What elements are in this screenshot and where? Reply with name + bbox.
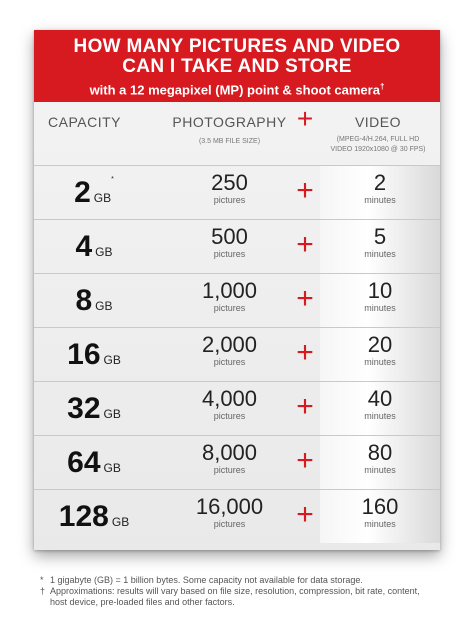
plus-icon: + bbox=[296, 174, 314, 207]
footnotes bbox=[40, 575, 460, 608]
photo-unit: pictures bbox=[213, 195, 246, 205]
video-unit: minutes bbox=[364, 195, 396, 205]
video-minutes: 5 bbox=[373, 224, 387, 249]
header-video-label: VIDEO bbox=[354, 114, 402, 130]
photo-cell bbox=[162, 495, 297, 529]
capacity-value: 32 bbox=[67, 391, 101, 425]
subtitle bbox=[34, 80, 440, 97]
video-unit: minutes bbox=[364, 411, 396, 421]
table-row bbox=[34, 489, 440, 543]
photo-count: 2,000 bbox=[201, 332, 258, 357]
table-row bbox=[34, 435, 440, 489]
photo-cell bbox=[162, 225, 297, 259]
table-row bbox=[34, 381, 440, 435]
storage-info-card bbox=[34, 30, 440, 550]
header-photography-label: PHOTOGRAPHY bbox=[172, 114, 287, 130]
photo-unit: pictures bbox=[213, 303, 246, 313]
capacity-value: 128 bbox=[58, 499, 109, 533]
footnote-2-text-b: host device, pre-loaded files and other factors. bbox=[50, 597, 235, 607]
photo-count: 1,000 bbox=[201, 278, 258, 303]
capacity-value: 64 bbox=[67, 445, 101, 479]
video-minutes: 160 bbox=[361, 494, 399, 519]
video-cell bbox=[320, 328, 440, 381]
video-unit: minutes bbox=[364, 303, 396, 313]
capacity-unit: GB bbox=[95, 244, 113, 259]
header-video-sub-1: (MPEG-4/H.264, FULL HD bbox=[336, 136, 420, 143]
capacity-cell bbox=[34, 382, 154, 435]
header-video-sub-2: VIDEO 1920x1080 @ 30 FPS) bbox=[330, 146, 426, 153]
photo-count: 250 bbox=[211, 170, 248, 195]
video-minutes: 40 bbox=[367, 386, 393, 411]
capacity-value: 4 bbox=[75, 229, 93, 263]
video-cell bbox=[320, 274, 440, 327]
title-line-1: HOW MANY PICTURES AND VIDEO bbox=[73, 36, 401, 57]
photo-count: 4,000 bbox=[201, 386, 258, 411]
footnote-1-mark: * bbox=[40, 575, 44, 585]
footnote-1 bbox=[40, 575, 460, 586]
photo-unit: pictures bbox=[213, 357, 246, 367]
capacity-unit: GB bbox=[93, 190, 112, 205]
video-minutes: 20 bbox=[367, 332, 393, 357]
video-cell bbox=[320, 220, 440, 273]
footnote-mark: * bbox=[111, 176, 114, 183]
video-cell bbox=[320, 382, 440, 435]
capacity-value: 16 bbox=[67, 337, 101, 371]
video-minutes: 2 bbox=[373, 170, 387, 195]
title-line-2: CAN I TAKE AND STORE bbox=[122, 56, 352, 77]
video-minutes: 10 bbox=[367, 278, 393, 303]
header-capacity: CAPACITY bbox=[48, 114, 121, 130]
plus-icon: + bbox=[296, 390, 314, 423]
title-banner bbox=[34, 30, 440, 102]
footnote-2 bbox=[40, 586, 460, 608]
dagger-mark: † bbox=[379, 82, 385, 91]
photo-cell bbox=[162, 171, 297, 205]
video-unit: minutes bbox=[364, 519, 396, 529]
subtitle-text: with a 12 megapixel (MP) point & shoot camera bbox=[89, 82, 380, 98]
capacity-value: 8 bbox=[75, 283, 93, 317]
table-row bbox=[34, 273, 440, 327]
photo-cell bbox=[162, 333, 297, 367]
plus-icon: + bbox=[296, 498, 314, 531]
table-row bbox=[34, 327, 440, 381]
capacity-unit: GB bbox=[103, 406, 121, 421]
video-cell bbox=[320, 490, 440, 543]
video-minutes: 80 bbox=[367, 440, 393, 465]
header-plus-icon: + bbox=[296, 103, 314, 134]
video-cell bbox=[320, 436, 440, 489]
capacity-cell bbox=[34, 490, 154, 543]
video-unit: minutes bbox=[364, 465, 396, 475]
plus-icon: + bbox=[296, 444, 314, 477]
table-row bbox=[34, 219, 440, 273]
capacity-unit: GB bbox=[103, 460, 121, 475]
photo-unit: pictures bbox=[213, 411, 246, 421]
capacity-cell bbox=[34, 274, 154, 327]
photo-cell bbox=[162, 387, 297, 421]
capacity-cell bbox=[34, 328, 154, 381]
photo-count: 16,000 bbox=[195, 494, 264, 519]
capacity-value: 2 bbox=[74, 175, 91, 209]
capacity-unit: GB bbox=[95, 298, 113, 313]
footnote-2-mark: † bbox=[40, 586, 46, 596]
photo-unit: pictures bbox=[213, 249, 246, 259]
photo-cell bbox=[162, 279, 297, 313]
capacity-unit: GB bbox=[111, 514, 130, 529]
video-cell bbox=[320, 166, 440, 219]
photo-count: 500 bbox=[211, 224, 248, 249]
photo-count: 8,000 bbox=[201, 440, 258, 465]
video-unit: minutes bbox=[364, 357, 396, 367]
header-photography-sub: (3.5 MB FILE SIZE) bbox=[198, 138, 261, 145]
footnote-1-text: 1 gigabyte (GB) = 1 billion bytes. Some capacity not available for data storage. bbox=[50, 575, 363, 585]
capacity-cell bbox=[34, 166, 154, 219]
photo-unit: pictures bbox=[213, 465, 246, 475]
footnote-2-text-a: Approximations: results will vary based on file size, resolution, compression, bit rate, content, bbox=[50, 586, 420, 596]
photo-cell bbox=[162, 441, 297, 475]
plus-icon: + bbox=[296, 228, 314, 261]
table-row bbox=[34, 165, 440, 219]
plus-icon: + bbox=[296, 282, 314, 315]
video-unit: minutes bbox=[364, 249, 396, 259]
capacity-cell bbox=[34, 436, 154, 489]
capacity-cell bbox=[34, 220, 154, 273]
capacity-unit: GB bbox=[103, 352, 121, 367]
photo-unit: pictures bbox=[213, 519, 246, 529]
plus-icon: + bbox=[296, 336, 314, 369]
